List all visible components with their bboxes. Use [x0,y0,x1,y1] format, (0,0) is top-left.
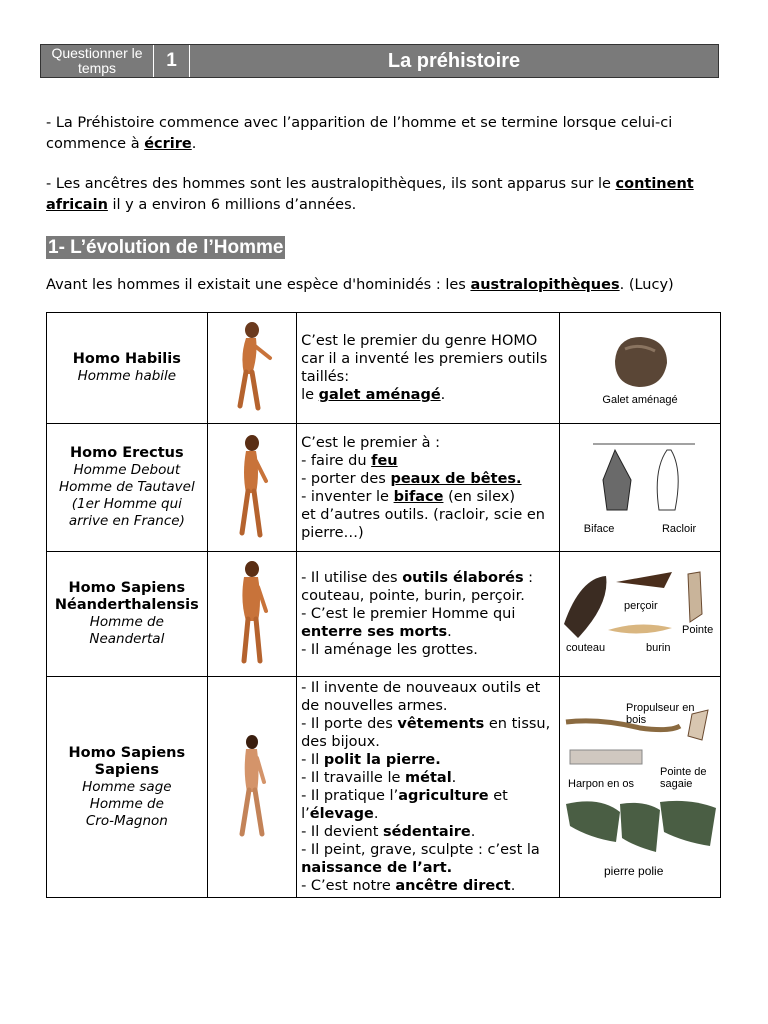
keyword: écrire [144,136,192,152]
desc-line [301,470,555,488]
keyword: australopithèques [470,277,620,293]
intro-paragraph-2 [46,174,726,216]
species-cell [47,424,208,552]
desc-line [301,751,555,769]
desc-text: - Il porte des [301,716,398,732]
species-subtitle: Homme de [89,614,164,630]
species-name: Homo Habilis [72,351,181,367]
desc-line [301,877,555,895]
keyword: feu [371,452,398,469]
keyword: biface [393,488,444,505]
image-caption: perçoir [624,600,658,612]
keyword: outils élaborés [402,570,524,586]
species-subtitle: Homme de [89,795,164,812]
desc-text: . [470,824,476,840]
lead-text-end: . (Lucy) [619,277,674,293]
table-row [47,313,721,424]
desc-text: - inventer le [301,488,394,505]
table-row [47,677,721,898]
species-subtitle: Homme de Tautavel [58,479,195,495]
keyword: naissance de l’art. [301,860,453,876]
desc-text: - C’est notre [301,878,396,894]
hominid-neanderthal-icon [222,557,282,667]
species-name: Homo Sapiens [68,580,186,596]
desc-line: C’est le premier à : [301,434,440,451]
species-name: Homo Erectus [70,445,184,461]
image-caption: Racloir [661,523,697,535]
desc-text: et l’ [301,788,508,822]
desc-text: : couteau, pointe, burin, perçoir. [301,570,534,604]
species-subtitle: Homme Debout [73,462,181,478]
keyword: sédentaire [383,824,471,840]
species-name: Homo Sapiens [68,744,186,761]
desc-text: . [373,806,379,822]
desc-text: - Il peint, grave, sculpte : c’est la [301,842,540,858]
tool-image-cell [560,424,721,552]
desc-line [301,823,555,841]
species-cell [47,313,208,424]
keyword: métal [405,770,452,786]
description-cell [297,424,560,552]
intro-text-end: . [191,136,197,152]
hominid-figure-cell [207,552,296,677]
desc-text: - Il devient [301,824,383,840]
description-cell [297,552,560,677]
table-row [47,424,721,552]
desc-text: - Il utilise des [301,570,403,586]
desc-line [301,605,555,641]
image-caption: Pointe de sagaie [660,766,707,790]
desc-line [301,769,555,787]
desc-line [301,452,555,470]
desc-line [301,841,555,877]
species-subtitle: Homme sage [82,778,172,795]
keyword: vêtements [397,716,485,732]
species-subtitle: Homme habile [77,368,177,384]
tool-image-cell [560,677,721,898]
desc-line: - Il invente de nouveaux outils et de nouvelles armes. [301,680,541,714]
tools-illustration [560,692,720,882]
lead-text: Avant les hommes il existait une espèce d'hominidés : les [46,277,471,293]
keyword: peaux de bêtes. [390,470,522,487]
table-row [47,552,721,677]
desc-line [301,715,555,751]
species-cell [47,677,208,898]
pebble-tool-icon [605,331,675,391]
desc-text: - C’est le premier Homme qui [301,606,516,622]
header-bar [40,44,719,78]
intro-text: - La Préhistoire commence avec l’apparition de l’homme et se termine lorsque celui-ci commence à [46,115,673,152]
description-cell [297,313,560,424]
lesson-number: 1 [154,45,190,77]
image-caption: Biface [583,523,615,535]
species-subtitle: (1er Homme qui [71,496,182,512]
desc-text: - Il [301,752,324,768]
intro-text: - Les ancêtres des hommes sont les australopithèques, ils sont apparus sur le [46,176,616,192]
hominid-sapiens-icon [222,730,282,840]
species-name: Sapiens [94,761,160,778]
tool-image-cell [560,552,721,677]
species-subtitle: arrive en France) [68,513,185,529]
tools-illustration [560,564,720,664]
desc-line: et d’autres outils. (racloir, scie en pierre…) [301,506,545,541]
biface-racloir-icon [575,440,705,520]
desc-text: le [301,387,319,403]
image-caption: couteau [566,642,606,654]
intro-paragraph-1 [46,113,726,155]
keyword: ancêtre direct [395,878,511,894]
image-caption: Galet aménagé [602,393,678,406]
desc-text: - Il travaille le [301,770,406,786]
desc-text: . [440,387,446,403]
caption-row [560,523,720,535]
desc-line [301,488,555,506]
keyword: élevage [309,806,374,822]
desc-text: en tissu, des bijoux. [301,716,551,750]
desc-text: - Il pratique l’ [301,788,399,804]
desc-text: - porter des [301,470,391,487]
image-caption: pierre polie [604,864,664,878]
species-subtitle: Neandertal [89,631,165,647]
desc-text: . [451,770,457,786]
keyword: polit la pierre. [323,752,441,768]
keyword: agriculture [398,788,489,804]
desc-line [301,787,555,823]
evolution-table [46,312,721,898]
hominid-habilis-icon [222,316,282,416]
description-cell [297,677,560,898]
intro-text-end: il y a environ 6 millions d’années. [107,197,357,213]
keyword: enterre ses morts [301,624,448,640]
image-caption: Propulseur en bois [626,702,695,726]
keyword: galet aménagé [318,387,441,403]
desc-text: (en silex) [443,488,515,505]
section-title: 1- L’évolution de l’Homme [48,237,284,258]
hominid-figure-cell [207,677,296,898]
desc-line: - Il aménage les grottes. [301,642,478,658]
page-title: La préhistoire [190,45,718,77]
image-caption: Harpon en os [568,778,635,790]
species-cell [47,552,208,677]
hominid-erectus-icon [222,431,282,541]
desc-text: - faire du [301,452,372,469]
desc-text: . [510,878,516,894]
keyword: continent africain [46,176,694,213]
section-lead [46,275,726,296]
species-subtitle: Cro-Magnon [85,812,168,829]
image-caption: Pointe [682,624,714,636]
hominid-figure-cell [207,424,296,552]
desc-line [301,569,555,605]
species-name: Néanderthalensis [54,597,199,613]
tool-image-cell [560,313,721,424]
image-caption: burin [646,642,671,654]
desc-text: . [447,624,452,640]
desc-text: C’est le premier du genre HOMO car il a inventé les premiers outils taillés: [301,333,548,385]
hominid-figure-cell [207,313,296,424]
subject-category: Questionner le temps [41,45,154,77]
